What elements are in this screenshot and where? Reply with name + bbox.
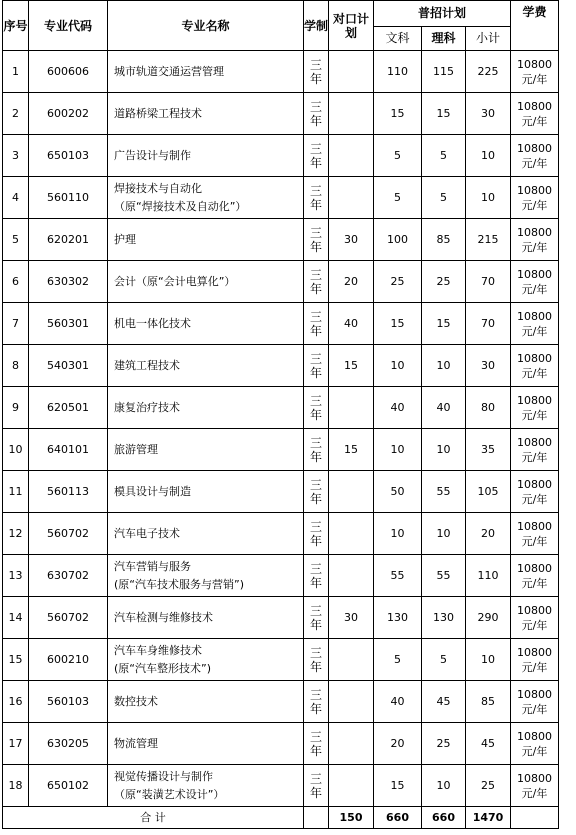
row-name <box>108 723 304 765</box>
row-like: 130 <box>422 597 466 639</box>
header-name: 专业名称 <box>108 1 304 51</box>
row-years: 三年 <box>304 177 329 219</box>
header-like: 理科 <box>422 26 466 51</box>
total-wenke: 660 <box>374 807 422 829</box>
row-fee-unit: 元/年 <box>521 114 548 128</box>
row-duikou: 30 <box>329 597 374 639</box>
row-code: 540301 <box>29 345 108 387</box>
row-fee-amount: 10800 <box>517 603 552 617</box>
row-duikou <box>329 471 374 513</box>
row-seq: 5 <box>3 219 29 261</box>
row-name-line1: 会计（原“会计电算化”） <box>114 274 236 288</box>
row-name-line2: (原“汽车整形技术”) <box>114 661 211 675</box>
row-fee-amount: 10800 <box>517 141 552 155</box>
table-row <box>3 387 559 429</box>
row-duikou: 40 <box>329 303 374 345</box>
row-fee-amount: 10800 <box>517 435 552 449</box>
row-code: 600606 <box>29 51 108 93</box>
row-name-line1: 焊接技术与自动化 <box>114 181 202 195</box>
row-fee-amount: 10800 <box>517 351 552 365</box>
row-wenke: 5 <box>374 135 422 177</box>
header-puzhao: 普招计划 <box>374 1 511 27</box>
row-duikou <box>329 765 374 807</box>
row-code: 630302 <box>29 261 108 303</box>
row-fee <box>511 765 559 807</box>
row-xiaoji: 45 <box>466 723 511 765</box>
row-fee-amount: 10800 <box>517 729 552 743</box>
row-like: 85 <box>422 219 466 261</box>
row-name-line1: 数控技术 <box>114 694 158 708</box>
row-years: 三年 <box>304 219 329 261</box>
row-fee-unit: 元/年 <box>521 660 548 674</box>
header-xiaoji: 小计 <box>466 26 511 51</box>
table-row <box>3 345 559 387</box>
row-fee <box>511 51 559 93</box>
row-like: 5 <box>422 639 466 681</box>
row-fee <box>511 513 559 555</box>
row-seq: 16 <box>3 681 29 723</box>
row-seq: 8 <box>3 345 29 387</box>
row-years: 三年 <box>304 681 329 723</box>
row-code: 630205 <box>29 723 108 765</box>
row-duikou <box>329 93 374 135</box>
row-wenke: 55 <box>374 555 422 597</box>
row-fee-unit: 元/年 <box>521 702 548 716</box>
row-years: 三年 <box>304 513 329 555</box>
total-duikou: 150 <box>329 807 374 829</box>
row-fee <box>511 135 559 177</box>
row-xiaoji: 30 <box>466 93 511 135</box>
row-name-line1: 城市轨道交通运营管理 <box>114 64 224 78</box>
row-fee-unit: 元/年 <box>521 744 548 758</box>
row-like: 25 <box>422 723 466 765</box>
row-years: 三年 <box>304 597 329 639</box>
table-row <box>3 513 559 555</box>
row-code: 560103 <box>29 681 108 723</box>
row-name <box>108 765 304 807</box>
row-code: 650102 <box>29 765 108 807</box>
header-years: 学制 <box>304 1 329 51</box>
row-fee-unit: 元/年 <box>521 240 548 254</box>
row-fee-amount: 10800 <box>517 57 552 71</box>
row-name <box>108 219 304 261</box>
row-xiaoji: 290 <box>466 597 511 639</box>
row-fee <box>511 303 559 345</box>
row-wenke: 10 <box>374 345 422 387</box>
row-code: 560702 <box>29 513 108 555</box>
table-row <box>3 471 559 513</box>
row-xiaoji: 85 <box>466 681 511 723</box>
row-years: 三年 <box>304 261 329 303</box>
row-years: 三年 <box>304 303 329 345</box>
row-fee-amount: 10800 <box>517 225 552 239</box>
table-row <box>3 555 559 597</box>
row-name-line1: 汽车检测与维修技术 <box>114 610 213 624</box>
row-name <box>108 303 304 345</box>
row-xiaoji: 105 <box>466 471 511 513</box>
row-wenke: 50 <box>374 471 422 513</box>
row-fee-amount: 10800 <box>517 99 552 113</box>
row-like: 55 <box>422 555 466 597</box>
table-row <box>3 765 559 807</box>
row-name-line1: 康复治疗技术 <box>114 400 180 414</box>
row-code: 620501 <box>29 387 108 429</box>
row-code: 620201 <box>29 219 108 261</box>
row-name <box>108 681 304 723</box>
row-years: 三年 <box>304 387 329 429</box>
row-seq: 9 <box>3 387 29 429</box>
row-duikou <box>329 555 374 597</box>
row-wenke: 40 <box>374 387 422 429</box>
total-like: 660 <box>422 807 466 829</box>
row-name-line1: 汽车电子技术 <box>114 526 180 540</box>
table-row <box>3 93 559 135</box>
row-wenke: 100 <box>374 219 422 261</box>
row-seq: 1 <box>3 51 29 93</box>
row-fee-amount: 10800 <box>517 687 552 701</box>
row-name-line1: 广告设计与制作 <box>114 148 191 162</box>
enrollment-plan-table <box>2 0 559 829</box>
row-fee-unit: 元/年 <box>521 324 548 338</box>
row-seq: 4 <box>3 177 29 219</box>
row-xiaoji: 30 <box>466 345 511 387</box>
row-xiaoji: 25 <box>466 765 511 807</box>
row-fee <box>511 219 559 261</box>
row-wenke: 10 <box>374 429 422 471</box>
row-name <box>108 387 304 429</box>
total-fee-empty <box>511 807 559 829</box>
table-row <box>3 219 559 261</box>
row-name-line1: 机电一体化技术 <box>114 316 191 330</box>
row-fee <box>511 177 559 219</box>
row-years: 三年 <box>304 555 329 597</box>
table-row <box>3 261 559 303</box>
total-years-empty <box>304 807 329 829</box>
row-fee-unit: 元/年 <box>521 72 548 86</box>
total-xiaoji: 1470 <box>466 807 511 829</box>
row-name-line1: 道路桥梁工程技术 <box>114 106 202 120</box>
row-like: 10 <box>422 345 466 387</box>
row-years: 三年 <box>304 51 329 93</box>
table-row <box>3 303 559 345</box>
row-name <box>108 471 304 513</box>
row-wenke: 15 <box>374 303 422 345</box>
row-fee-unit: 元/年 <box>521 492 548 506</box>
row-duikou <box>329 387 374 429</box>
row-name-line2: （原“装潢艺术设计”） <box>114 787 225 801</box>
row-seq: 3 <box>3 135 29 177</box>
row-years: 三年 <box>304 471 329 513</box>
row-xiaoji: 20 <box>466 513 511 555</box>
row-years: 三年 <box>304 345 329 387</box>
row-like: 40 <box>422 387 466 429</box>
row-fee <box>511 387 559 429</box>
row-seq: 10 <box>3 429 29 471</box>
row-like: 45 <box>422 681 466 723</box>
row-fee <box>511 471 559 513</box>
row-like: 5 <box>422 177 466 219</box>
row-fee <box>511 345 559 387</box>
row-code: 640101 <box>29 429 108 471</box>
row-name-line1: 视觉传播设计与制作 <box>114 769 213 783</box>
row-years: 三年 <box>304 639 329 681</box>
row-code: 560113 <box>29 471 108 513</box>
row-duikou: 15 <box>329 345 374 387</box>
row-fee-unit: 元/年 <box>521 450 548 464</box>
row-name-line1: 模具设计与制造 <box>114 484 191 498</box>
row-xiaoji: 10 <box>466 177 511 219</box>
row-code: 560110 <box>29 177 108 219</box>
row-fee <box>511 555 559 597</box>
row-xiaoji: 35 <box>466 429 511 471</box>
row-years: 三年 <box>304 723 329 765</box>
row-seq: 13 <box>3 555 29 597</box>
row-xiaoji: 80 <box>466 387 511 429</box>
row-name-line1: 建筑工程技术 <box>114 358 180 372</box>
row-duikou: 20 <box>329 261 374 303</box>
header-seq: 序号 <box>3 1 29 51</box>
row-seq: 2 <box>3 93 29 135</box>
row-like: 15 <box>422 93 466 135</box>
header-duikou: 对口计划 <box>329 1 374 51</box>
header-fee: 学费 <box>511 1 559 51</box>
row-wenke: 10 <box>374 513 422 555</box>
row-wenke: 20 <box>374 723 422 765</box>
row-fee-unit: 元/年 <box>521 786 548 800</box>
row-fee-amount: 10800 <box>517 645 552 659</box>
row-duikou <box>329 723 374 765</box>
row-fee-amount: 10800 <box>517 477 552 491</box>
row-fee-unit: 元/年 <box>521 282 548 296</box>
row-wenke: 15 <box>374 93 422 135</box>
header-code: 专业代码 <box>29 1 108 51</box>
row-xiaoji: 10 <box>466 135 511 177</box>
row-fee-unit: 元/年 <box>521 156 548 170</box>
row-xiaoji: 70 <box>466 303 511 345</box>
table-row <box>3 135 559 177</box>
total-label: 合 计 <box>3 807 304 829</box>
row-duikou: 15 <box>329 429 374 471</box>
row-fee-unit: 元/年 <box>521 618 548 632</box>
row-name <box>108 639 304 681</box>
row-name-line2: (原“汽车技术服务与营销”) <box>114 577 244 591</box>
row-fee-unit: 元/年 <box>521 366 548 380</box>
row-duikou: 30 <box>329 219 374 261</box>
row-fee <box>511 597 559 639</box>
row-name <box>108 93 304 135</box>
row-wenke: 25 <box>374 261 422 303</box>
row-fee <box>511 261 559 303</box>
header-wenke: 文科 <box>374 26 422 51</box>
row-xiaoji: 70 <box>466 261 511 303</box>
row-xiaoji: 10 <box>466 639 511 681</box>
row-wenke: 5 <box>374 177 422 219</box>
row-code: 650103 <box>29 135 108 177</box>
row-seq: 6 <box>3 261 29 303</box>
table-row <box>3 723 559 765</box>
table-row <box>3 429 559 471</box>
row-fee <box>511 93 559 135</box>
row-fee-amount: 10800 <box>517 519 552 533</box>
row-fee <box>511 681 559 723</box>
row-years: 三年 <box>304 429 329 471</box>
row-duikou <box>329 51 374 93</box>
row-wenke: 130 <box>374 597 422 639</box>
row-fee-amount: 10800 <box>517 771 552 785</box>
row-duikou <box>329 681 374 723</box>
row-seq: 11 <box>3 471 29 513</box>
row-like: 115 <box>422 51 466 93</box>
row-name <box>108 177 304 219</box>
row-name <box>108 513 304 555</box>
row-name <box>108 135 304 177</box>
row-like: 25 <box>422 261 466 303</box>
row-code: 560301 <box>29 303 108 345</box>
row-code: 600202 <box>29 93 108 135</box>
row-fee-amount: 10800 <box>517 561 552 575</box>
table-row <box>3 177 559 219</box>
row-name <box>108 597 304 639</box>
table-row <box>3 51 559 93</box>
row-like: 15 <box>422 303 466 345</box>
row-wenke: 40 <box>374 681 422 723</box>
row-fee <box>511 429 559 471</box>
row-seq: 15 <box>3 639 29 681</box>
row-fee-unit: 元/年 <box>521 408 548 422</box>
row-name <box>108 51 304 93</box>
row-duikou <box>329 639 374 681</box>
row-seq: 12 <box>3 513 29 555</box>
row-wenke: 15 <box>374 765 422 807</box>
row-fee-amount: 10800 <box>517 309 552 323</box>
row-name-line1: 汽车车身维修技术 <box>114 643 202 657</box>
row-years: 三年 <box>304 765 329 807</box>
row-fee-unit: 元/年 <box>521 534 548 548</box>
row-name-line1: 旅游管理 <box>114 442 158 456</box>
row-name-line1: 物流管理 <box>114 736 158 750</box>
row-like: 10 <box>422 765 466 807</box>
row-code: 560702 <box>29 597 108 639</box>
row-xiaoji: 225 <box>466 51 511 93</box>
row-code: 630702 <box>29 555 108 597</box>
row-seq: 7 <box>3 303 29 345</box>
row-fee-amount: 10800 <box>517 393 552 407</box>
row-like: 10 <box>422 429 466 471</box>
row-seq: 14 <box>3 597 29 639</box>
row-code: 600210 <box>29 639 108 681</box>
row-years: 三年 <box>304 93 329 135</box>
row-fee-amount: 10800 <box>517 267 552 281</box>
row-name-line1: 汽车营销与服务 <box>114 559 191 573</box>
row-duikou <box>329 513 374 555</box>
row-name <box>108 261 304 303</box>
row-like: 10 <box>422 513 466 555</box>
row-seq: 18 <box>3 765 29 807</box>
table-row <box>3 639 559 681</box>
row-fee <box>511 639 559 681</box>
table-row <box>3 681 559 723</box>
row-wenke: 5 <box>374 639 422 681</box>
row-name-line1: 护理 <box>114 232 136 246</box>
row-fee-amount: 10800 <box>517 183 552 197</box>
row-wenke: 110 <box>374 51 422 93</box>
row-xiaoji: 110 <box>466 555 511 597</box>
row-years: 三年 <box>304 135 329 177</box>
row-fee-unit: 元/年 <box>521 198 548 212</box>
row-name <box>108 429 304 471</box>
row-name <box>108 345 304 387</box>
row-fee-unit: 元/年 <box>521 576 548 590</box>
row-fee <box>511 723 559 765</box>
row-seq: 17 <box>3 723 29 765</box>
row-duikou <box>329 135 374 177</box>
row-like: 55 <box>422 471 466 513</box>
row-name <box>108 555 304 597</box>
row-xiaoji: 215 <box>466 219 511 261</box>
row-name-line2: （原“焊接技术及自动化”） <box>114 199 247 213</box>
row-duikou <box>329 177 374 219</box>
row-like: 5 <box>422 135 466 177</box>
table-row <box>3 597 559 639</box>
